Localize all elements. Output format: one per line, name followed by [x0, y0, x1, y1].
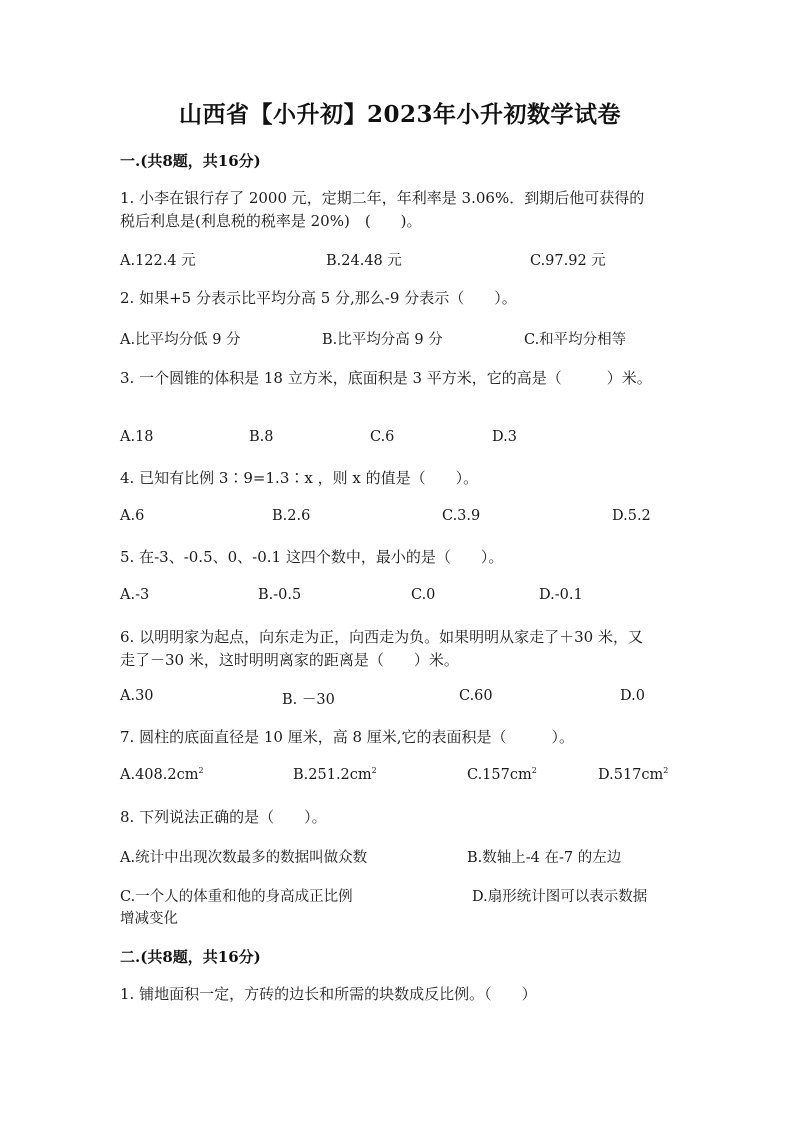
question-3 — [120, 367, 680, 390]
question-2-line-1: 2. 如果+5 分表示比平均分高 5 分,那么-9 分表示（ ）。 — [120, 289, 517, 307]
section-1-header: 一.(共8题，共16分) — [120, 152, 261, 170]
question-5-option-d: D.-0.1 — [539, 587, 583, 603]
question-6-line-1: 6. 以明明家为起点，向东走为正，向西走为负。如果明明从家走了＋30 米，又 — [120, 628, 643, 646]
question-7 — [120, 726, 680, 749]
question-5-option-c: C.0 — [411, 587, 436, 603]
question-7-option-a-text: A.408.2cm — [120, 767, 199, 783]
question-7-option-b — [293, 767, 377, 783]
question-7-option-b-text: B.251.2cm — [293, 767, 372, 783]
question-6-option-d: D.0 — [620, 688, 645, 704]
question-6-option-a: A.30 — [120, 688, 154, 704]
question-4-line-1: 4. 已知有比例 3∶9=1.3∶x ，则 x 的值是（ ）。 — [120, 469, 479, 487]
question-7-option-a — [120, 767, 204, 783]
question-6-option-c: C.60 — [459, 688, 493, 704]
question-2-option-a: A.比平均分低 9 分 — [120, 332, 241, 348]
question-5-line-1: 5. 在-3、-0.5、0、-0.1 这四个数中，最小的是（ ）。 — [120, 548, 504, 566]
question-8-option-a: A.统计中出现次数最多的数据叫做众数 — [120, 850, 368, 866]
section-2-header: 二.(共8题，共16分) — [120, 948, 261, 966]
question-4-option-b: B.2.6 — [272, 508, 311, 524]
question-1 — [120, 187, 680, 233]
question-5 — [120, 546, 680, 569]
superscript-2: 2 — [371, 766, 377, 776]
question-4 — [120, 467, 680, 490]
page-title: 山西省【小升初】2023年小升初数学试卷 — [178, 101, 621, 128]
question-2-option-c: C.和平均分相等 — [524, 332, 627, 348]
question-2-option-b: B.比平均分高 9 分 — [322, 332, 443, 348]
question-3-option-b: B.8 — [249, 429, 274, 445]
section-2-question-1 — [120, 983, 680, 1006]
question-7-option-d-text: D.517cm — [598, 767, 664, 783]
question-4-option-a: A.6 — [120, 508, 145, 524]
question-1-option-c: C.97.92 元 — [530, 253, 606, 269]
question-7-option-d — [598, 767, 668, 783]
question-8 — [120, 806, 680, 829]
question-3-line-1: 3. 一个圆锥的体积是 18 立方米，底面积是 3 平方米，它的高是（ ）米。 — [120, 369, 652, 387]
question-1-line-2: 税后利息是(利息税的税率是 20%) ( )。 — [120, 212, 422, 230]
superscript-2: 2 — [198, 766, 204, 776]
question-3-option-a: A.18 — [120, 429, 154, 445]
section-2-question-1-line-1: 1. 铺地面积一定，方砖的边长和所需的块数成反比例。（ ） — [120, 985, 537, 1003]
question-7-option-c-text: C.157cm — [467, 767, 532, 783]
question-6-option-b: B. －30 — [282, 692, 335, 708]
superscript-2: 2 — [663, 766, 669, 776]
question-1-option-a: A.122.4 元 — [120, 253, 196, 269]
question-1-line-1: 1. 小李在银行存了 2000 元，定期二年，年利率是 3.06%．到期后他可获得的 — [120, 189, 645, 207]
question-5-option-b: B.-0.5 — [258, 587, 302, 603]
question-8-option-d-continued: 增减变化 — [120, 911, 178, 927]
question-8-option-d: D.扇形统计图可以表示数据 — [472, 889, 648, 905]
question-3-option-d: D.3 — [492, 429, 517, 445]
question-4-option-d: D.5.2 — [612, 508, 651, 524]
question-4-option-c: C.3.9 — [442, 508, 481, 524]
question-5-option-a: A.-3 — [120, 587, 150, 603]
question-6-line-2: 走了－30 米，这时明明离家的距离是（ ）米。 — [120, 651, 459, 669]
question-1-option-b: B.24.48 元 — [326, 253, 402, 269]
question-6 — [120, 626, 680, 672]
question-7-line-1: 7. 圆柱的底面直径是 10 厘米，高 8 厘米,它的表面积是（ ）。 — [120, 728, 575, 746]
question-8-option-c: C.一个人的体重和他的身高成正比例 — [120, 889, 353, 905]
question-2 — [120, 287, 680, 310]
question-8-line-1: 8. 下列说法正确的是（ ）。 — [120, 808, 327, 826]
question-3-option-c: C.6 — [370, 429, 395, 445]
superscript-2: 2 — [531, 766, 537, 776]
question-7-option-c — [467, 767, 537, 783]
question-8-option-b: B.数轴上-4 在-7 的左边 — [467, 850, 622, 866]
